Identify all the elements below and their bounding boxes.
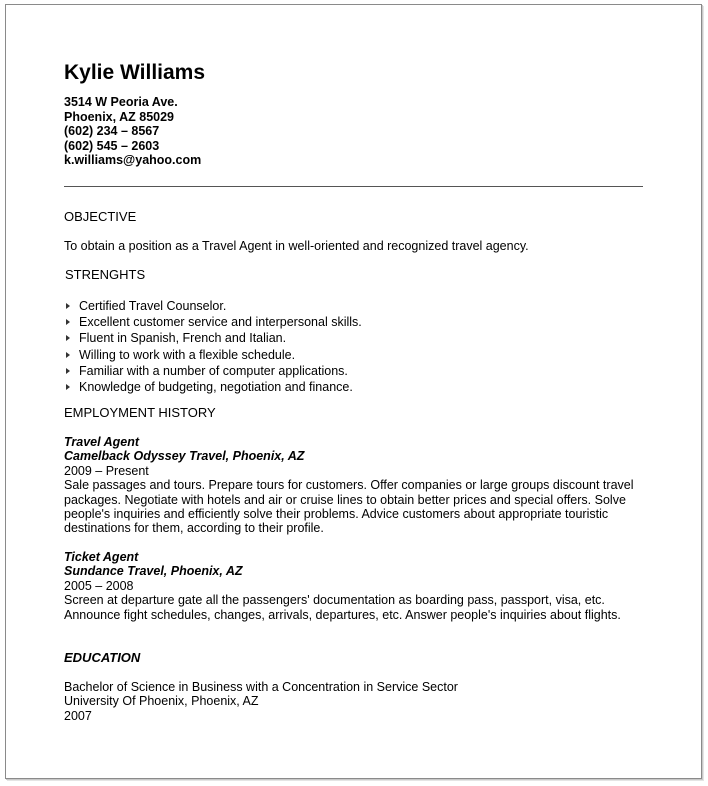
list-item: Excellent customer service and interpersonal skills. <box>65 314 362 330</box>
education-heading: EDUCATION <box>64 650 141 665</box>
job-company: Camelback Odyssey Travel, Phoenix, AZ <box>64 449 305 464</box>
school: University Of Phoenix, Phoenix, AZ <box>64 694 259 709</box>
list-item: Fluent in Spanish, French and Italian. <box>65 330 362 346</box>
degree: Bachelor of Science in Business with a Concentration in Service Sector <box>64 680 458 694</box>
bullet-arrow-icon <box>66 352 70 358</box>
education-block <box>64 680 458 723</box>
job-dates: 2005 – 2008 <box>64 578 134 593</box>
employment-heading: EMPLOYMENT HISTORY <box>64 405 216 420</box>
objective-text: To obtain a position as a Travel Agent in well-oriented and recognized travel agency. <box>64 239 529 253</box>
contact-block <box>64 95 201 168</box>
objective-heading: OBJECTIVE <box>64 209 137 224</box>
bullet-arrow-icon <box>66 335 70 341</box>
job-dates: 2009 – Present <box>64 463 149 478</box>
email: k.williams@yahoo.com <box>64 153 202 168</box>
address-line-1: 3514 W Peoria Ave. <box>64 95 178 109</box>
graduation-year: 2007 <box>64 708 92 723</box>
job-entry <box>64 550 644 622</box>
candidate-name: Kylie Williams <box>64 61 206 84</box>
list-item: Willing to work with a flexible schedule. <box>65 347 362 363</box>
job-entry <box>64 435 644 536</box>
phone-1: (602) 234 – 8567 <box>64 124 160 139</box>
job-title: Travel Agent <box>64 435 140 449</box>
job-company: Sundance Travel, Phoenix, AZ <box>64 564 243 579</box>
bullet-arrow-icon <box>66 319 70 325</box>
job-title: Ticket Agent <box>64 550 139 564</box>
bullet-arrow-icon <box>66 368 70 374</box>
phone-2: (602) 545 – 2603 <box>64 138 160 153</box>
list-item: Familiar with a number of computer applications. <box>65 363 362 379</box>
list-item: Certified Travel Counselor. <box>65 298 362 314</box>
strengths-list <box>65 298 362 395</box>
bullet-arrow-icon <box>66 303 70 309</box>
header-divider <box>64 186 643 187</box>
resume-page <box>5 4 702 779</box>
bullet-arrow-icon <box>66 384 70 390</box>
address-line-2: Phoenix, AZ 85029 <box>64 109 174 124</box>
job-description: Sale passages and tours. Prepare tours for customers. Offer companies or large groups discount travel packages. Negotiate with hotels and air or cruise lines to obtain better prices and special offers. Solve people's inquiries and efficiently solve their problems. Advice customers about appropriate touristic destinations for them, according to their profile. <box>64 478 634 536</box>
job-description: Screen at departure gate all the passengers' documentation as boarding pass, passport, visa, etc. Announce fight schedules, changes, arrivals, departures, etc. Answer people's inquiries about flights. <box>64 593 621 622</box>
strengths-heading: STRENGHTS <box>65 267 146 282</box>
list-item: Knowledge of budgeting, negotiation and finance. <box>65 379 362 395</box>
